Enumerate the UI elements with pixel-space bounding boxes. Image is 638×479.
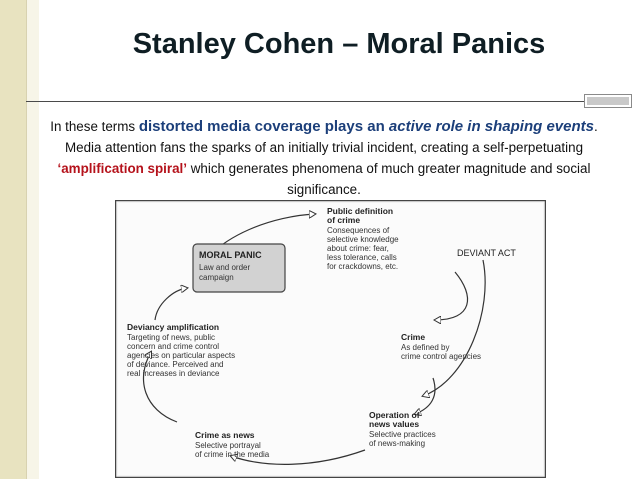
- decorative-side-bar: [0, 0, 26, 479]
- deviancy-body-4: real increases in deviance: [127, 369, 220, 378]
- intro-highlight-2: active role in shaping events: [388, 118, 594, 135]
- slide-title: Stanley Cohen – Moral Panics: [132, 28, 546, 60]
- operation-body-0: Selective practices: [369, 430, 436, 439]
- public-definition-body-2: about crime: fear,: [327, 244, 389, 253]
- public-definition-title2: of crime: [327, 215, 361, 225]
- crime-body-0: As defined by: [401, 343, 450, 352]
- decorative-side-stripe: [26, 0, 39, 479]
- divider-ornament: [584, 94, 632, 108]
- public-definition-body-4: for crackdowns, etc.: [327, 262, 399, 271]
- deviancy-body-1: concern and crime control: [127, 342, 220, 351]
- deviancy-body-0: Targeting of news, public: [127, 333, 216, 342]
- intro-paragraph: [32, 116, 616, 200]
- deviancy-body-3: of deviance. Perceived and: [127, 360, 224, 369]
- moral-panic-line1: Law and order: [199, 263, 251, 272]
- public-definition-title1: Public definition: [327, 206, 394, 216]
- public-definition-body-1: selective knowledge: [327, 235, 399, 244]
- crime-body-1: crime control agencies: [401, 352, 482, 361]
- crime-title: Crime: [401, 332, 426, 342]
- intro-highlight-3: ‘amplification spiral’: [57, 161, 187, 176]
- operation-title1: Operation of: [369, 410, 420, 420]
- intro-text-3: which generates phenomena of much greater magnitude and social significance.: [187, 161, 591, 197]
- intro-highlight-1: distorted media coverage plays an: [138, 118, 389, 135]
- crime-news-body-1: of crime in the media: [195, 450, 270, 459]
- moral-panic-line2: campaign: [199, 273, 234, 282]
- intro-text-2: . Media attention fans the sparks of an initially trivial incident, creating a self-perpetuating: [64, 119, 598, 155]
- crime-news-body-0: Selective portrayal: [195, 441, 261, 450]
- moral-panic-title: MORAL PANIC: [199, 250, 262, 260]
- deviancy-body-2: agencies on particular aspects: [127, 351, 236, 360]
- deviancy-title: Deviancy amplification: [127, 322, 220, 332]
- operation-title2: news values: [369, 419, 420, 429]
- public-definition-body-0: Consequences of: [327, 226, 390, 235]
- public-definition-body-3: less tolerance, calls: [327, 253, 397, 262]
- crime-news-title: Crime as news: [195, 430, 255, 440]
- title-divider: [26, 101, 632, 102]
- intro-text-1: In these terms: [50, 119, 139, 134]
- diagram-svg: [115, 200, 546, 478]
- amplification-spiral-diagram: [115, 200, 546, 478]
- deviant-act-label: DEVIANT ACT: [457, 248, 516, 258]
- operation-body-1: of news-making: [369, 439, 426, 448]
